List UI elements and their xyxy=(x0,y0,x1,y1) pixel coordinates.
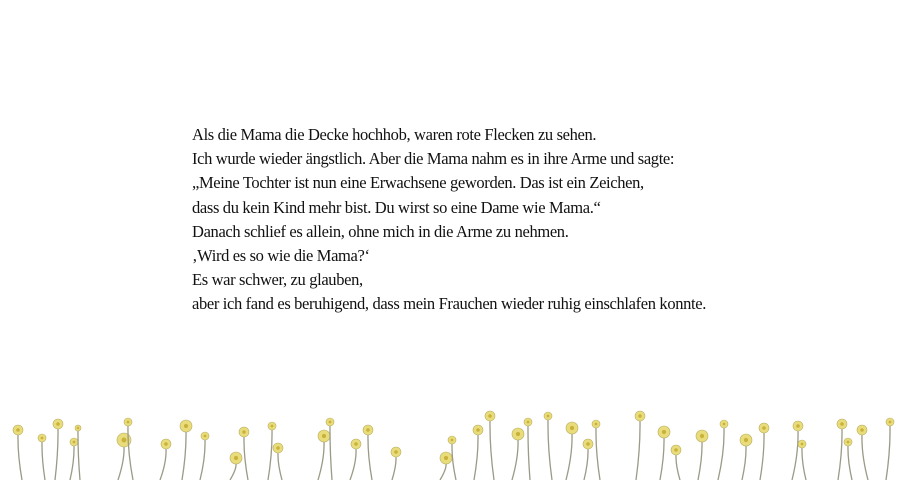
dandelion-flower-icon xyxy=(75,425,81,480)
dandelion-flower-icon xyxy=(160,439,171,480)
dandelion-flower-icon xyxy=(318,430,330,480)
dandelion-flower-icon xyxy=(583,439,593,480)
dandelion-flower-icon xyxy=(524,418,532,480)
story-line: „Meine Tochter ist nun eine Erwachsene geworden. Das ist ein Zeichen, xyxy=(192,173,644,193)
dandelion-flower-icon xyxy=(544,412,552,480)
dandelion-flower-icon xyxy=(180,420,192,480)
dandelion-flower-icon xyxy=(350,439,361,480)
flower-border xyxy=(0,400,900,480)
story-line: Als die Mama die Decke hochhob, waren rote Flecken zu sehen. xyxy=(192,125,597,144)
dandelion-flower-icon xyxy=(230,452,242,480)
dandelion-flower-icon xyxy=(759,423,769,480)
dandelion-flower-icon xyxy=(718,420,728,480)
story-line: Ich wurde wieder ängstlich. Aber die Mama nahm es in ihre Arme und sagte: xyxy=(192,149,675,169)
dandelion-flower-icon xyxy=(440,452,452,480)
story-text xyxy=(192,123,882,317)
story-line: ‚Wird es so wie die Mama?‘ xyxy=(192,246,370,266)
dandelion-flower-icon xyxy=(363,425,373,480)
dandelion-flower-icon xyxy=(124,418,133,480)
dandelion-flower-icon xyxy=(658,426,670,480)
dandelion-flower-icon xyxy=(273,443,283,480)
dandelion-flower-icon xyxy=(671,445,681,480)
dandelion-flower-icon xyxy=(391,447,401,480)
story-line: Es war schwer, zu glauben, xyxy=(192,270,363,290)
dandelion-flower-icon xyxy=(473,425,483,480)
dandelion-flower-icon xyxy=(635,411,645,480)
dandelion-flower-icon xyxy=(844,438,852,480)
dandelion-flower-icon xyxy=(38,434,46,480)
dandelion-flower-icon xyxy=(798,440,806,480)
story-line: aber ich fand es beruhigend, dass mein Frauchen wieder ruhig einschlafen konnte. xyxy=(192,294,707,314)
dandelion-flower-icon xyxy=(512,428,524,480)
dandelion-flower-icon xyxy=(239,427,249,480)
dandelion-flower-icon xyxy=(886,418,894,480)
dandelion-flower-icon xyxy=(53,419,63,480)
dandelion-flower-icon xyxy=(857,425,868,480)
story-line: dass du kein Kind mehr bist. Du wirst so eine Dame wie Mama.“ xyxy=(192,197,601,217)
dandelion-flower-icon xyxy=(740,434,752,480)
dandelion-flower-icon xyxy=(326,418,334,480)
dandelion-flower-icon xyxy=(485,411,495,480)
dandelion-flower-icon xyxy=(70,438,78,480)
dandelion-flower-icon xyxy=(200,432,209,480)
dandelion-flower-icon xyxy=(696,430,708,480)
dandelion-flower-icon xyxy=(592,420,600,480)
dandelion-flower-icon xyxy=(837,419,847,480)
dandelion-flower-icon xyxy=(566,422,578,480)
dandelion-flower-icon xyxy=(13,425,23,480)
story-line: Danach schlief es allein, ohne mich in die Arme zu nehmen. xyxy=(192,221,569,241)
